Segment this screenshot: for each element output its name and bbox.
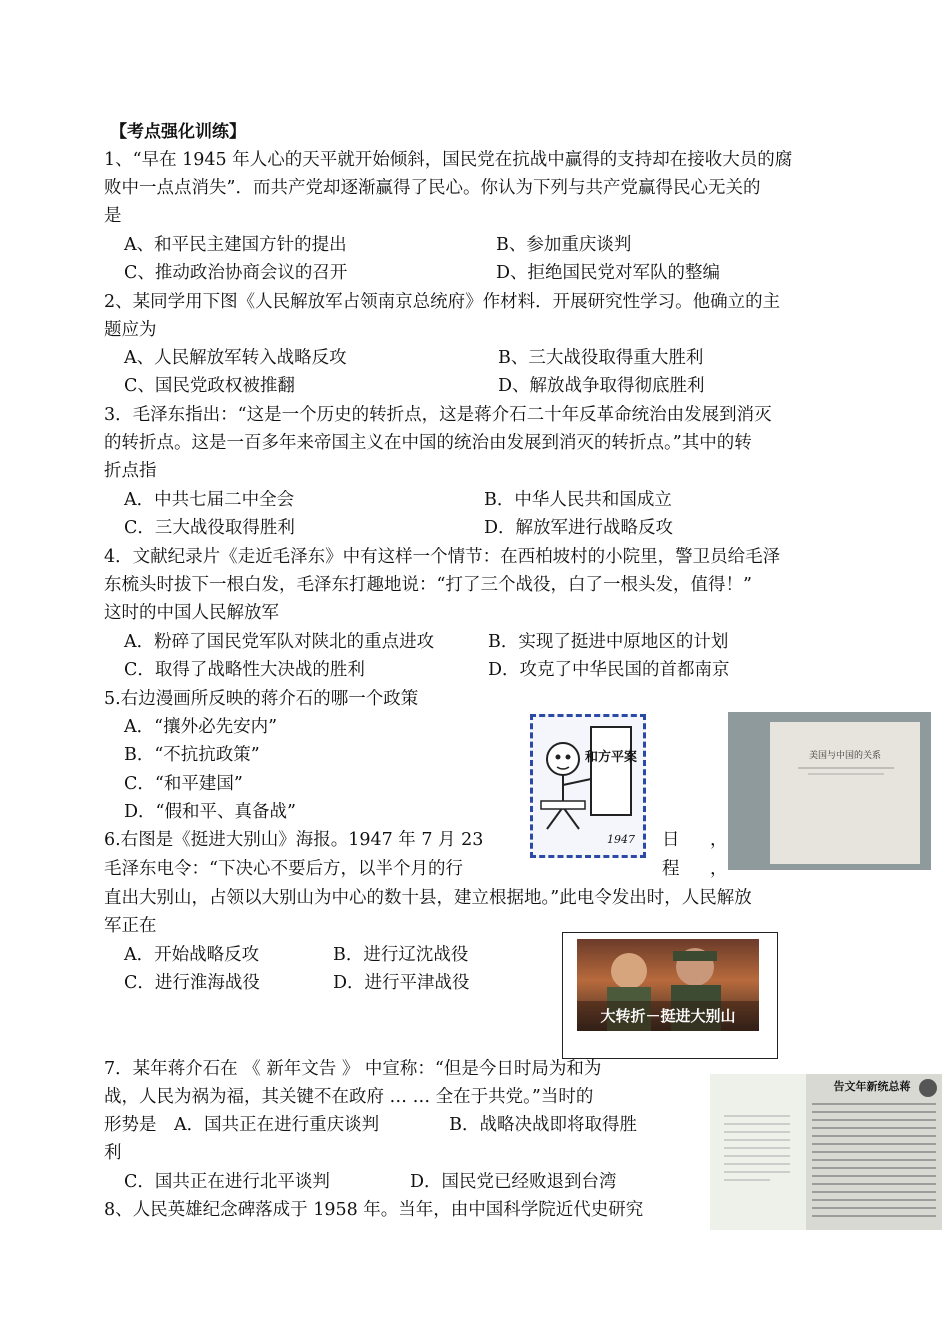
q1-option-d: D、拒绝国民党对军队的整编 xyxy=(496,263,721,283)
q6-line2: 毛泽东电令：“下决心不要后方，以半个月的行 xyxy=(104,859,463,879)
q2-option-a: A、人民解放军转入战略反攻 xyxy=(124,348,347,368)
q5-line1: 5.右边漫画所反映的蒋介石的哪一个政策 xyxy=(104,689,419,709)
q2-line2: 题应为 xyxy=(104,320,157,340)
q1-option-b: B、参加重庆谈判 xyxy=(496,235,632,255)
q1-line1: 1、“早在 1945 年人心的天平就开始倾斜，国民党在抗战中赢得的支持却在接收大员的腐 xyxy=(104,150,793,170)
q3-line1: 3．毛泽东指出：“这是一个历史的转折点，这是蒋介石二十年反革命统治由发展到消灭 xyxy=(104,405,772,425)
q1-line2: 败中一点点消失”．而共产党却逐渐赢得了民心。你认为下列与共产党赢得民心无关的 xyxy=(104,178,761,198)
q2-option-b: B、三大战役取得重大胜利 xyxy=(498,348,704,368)
poster-frame xyxy=(562,932,778,1059)
q4-line2: 东梳头时拔下一根白发，毛泽东打趣地说：“打了三个战役，白了一根头发，值得！” xyxy=(104,575,752,595)
book-cover-photo xyxy=(728,712,931,870)
q4-option-c: C．取得了战略性大决战的胜利 xyxy=(124,660,365,680)
newspaper-clipping xyxy=(710,1074,942,1230)
q5-option-d: D．“假和平、真备战” xyxy=(124,802,296,822)
q6-line1-comma: ， xyxy=(710,830,728,850)
q6-option-b: B．进行辽沈战役 xyxy=(333,945,469,965)
q5-option-a: A．“攘外必先安内” xyxy=(124,717,278,737)
q4-line1: 4．文献纪录片《走近毛泽东》中有这样一个情节：在西柏坡村的小院里，警卫员给毛泽 xyxy=(104,547,781,567)
q5-option-b: B．“不抗抗政策” xyxy=(124,745,260,765)
q6-line3: 直出大别山，占领以大别山为中心的数十县，建立根据地。”此电令发出时，人民解放 xyxy=(104,888,752,908)
q6-line1-day: 日 xyxy=(662,830,680,850)
q2-line1: 2、某同学用下图《人民解放军占领南京总统府》作材料．开展研究性学习。他确立的主 xyxy=(104,292,781,312)
q1-option-a: A、和平民主建国方针的提出 xyxy=(124,235,347,255)
q3-option-d: D．解放军进行战略反攻 xyxy=(484,518,674,538)
q6-line2-cheng: 程 xyxy=(662,859,680,879)
q5-option-c: C．“和平建国” xyxy=(124,774,243,794)
movie-poster xyxy=(577,939,759,1031)
q7-line1: 7．某年蒋介石在 《 新年文告 》 中宣称：“但是今日时局为和为 xyxy=(104,1059,602,1079)
q3-line3: 折点指 xyxy=(104,461,157,481)
section-heading: 【考点强化训练】 xyxy=(110,122,246,142)
q1-option-c: C、推动政治协商会议的召开 xyxy=(124,263,348,283)
q4-option-d: D．攻克了中华民国的首都南京 xyxy=(488,660,730,680)
q4-option-a: A．粉碎了国民党军队对陕北的重点进攻 xyxy=(124,632,435,652)
q6-option-d: D．进行平津战役 xyxy=(333,973,470,993)
q2-option-c: C、国民党政权被推翻 xyxy=(124,376,295,396)
q3-option-c: C．三大战役取得胜利 xyxy=(124,518,295,538)
cartoon-sign-text: 和方平案 xyxy=(584,750,638,765)
q7-line2: 战，人民为祸为福，其关键不在政府 … … 全在于共党。”当时的 xyxy=(104,1087,594,1107)
cartoon-year: 1947 xyxy=(607,833,635,846)
q7-line3: 形势是 A．国共正在进行重庆谈判 B．战略决战即将取得胜 xyxy=(104,1115,637,1135)
cartoon-figure xyxy=(530,714,646,858)
q6-line2-comma: ， xyxy=(710,859,728,879)
book-title: 美国与中国的关系 xyxy=(808,751,882,761)
q7-option-d: D．国民党已经败退到台湾 xyxy=(410,1172,617,1192)
q3-line2: 的转折点。这是一百多年来帝国主义在中国的统治由发展到消灭的转折点。”其中的转 xyxy=(104,433,752,453)
q8-line1: 8、人民英雄纪念碑落成于 1958 年。当年，由中国科学院近代史研究 xyxy=(104,1200,644,1220)
q4-line3: 这时的中国人民解放军 xyxy=(104,603,279,623)
q3-option-b: B．中华人民共和国成立 xyxy=(484,490,672,510)
newspaper-header: 告文年新统总蒋 xyxy=(833,1080,911,1093)
q6-line1: 6.右图是《挺进大别山》海报。1947 年 7 月 23 xyxy=(104,830,484,850)
poster-title: 大转折－挺进大别山 xyxy=(600,1007,736,1025)
q3-option-a: A．中共七届二中全会 xyxy=(124,490,295,510)
q6-line4: 军正在 xyxy=(104,916,157,936)
q7-line4: 利 xyxy=(104,1143,122,1163)
q2-option-d: D、解放战争取得彻底胜利 xyxy=(498,376,705,396)
q1-line3: 是 xyxy=(104,206,122,226)
q7-option-c: C．国共正在进行北平谈判 xyxy=(124,1172,330,1192)
q6-option-a: A．开始战略反攻 xyxy=(124,945,260,965)
q6-option-c: C．进行淮海战役 xyxy=(124,973,260,993)
q4-option-b: B．实现了挺进中原地区的计划 xyxy=(488,632,729,652)
